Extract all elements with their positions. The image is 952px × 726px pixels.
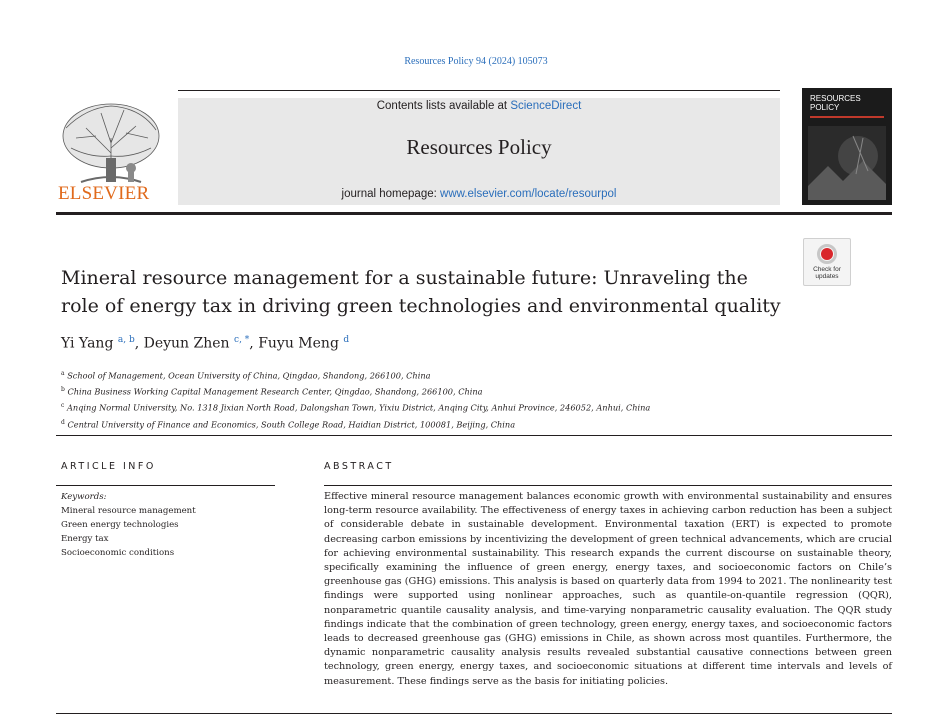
keyword-item: Mineral resource management: [61, 506, 196, 516]
author-name[interactable]: Fuyu Meng: [258, 335, 339, 352]
check-for-updates-button[interactable]: [803, 238, 851, 286]
affiliation-mark: c: [61, 402, 65, 410]
journal-cover-thumbnail[interactable]: [802, 88, 892, 205]
homepage-prefix: journal homepage:: [341, 188, 441, 200]
contents-availability: [178, 100, 780, 112]
cover-artwork-icon: [808, 126, 886, 200]
author-affiliation-mark[interactable]: d: [343, 335, 350, 345]
article-title: Mineral resource management for a sustainable future: Unraveling the role of energy tax in driving green technologies and environmental quality: [61, 267, 781, 317]
affiliation-mark: d: [61, 418, 65, 426]
cover-accent-strip: [810, 116, 884, 118]
sciencedirect-link[interactable]: ScienceDirect: [510, 100, 582, 112]
author-affiliation-mark[interactable]: a, b: [117, 335, 135, 345]
elsevier-logo-text: ELSEVIER: [58, 183, 150, 204]
keyword-list: [61, 504, 196, 560]
affiliation-mark: a: [61, 370, 65, 377]
author-name[interactable]: Yi Yang: [61, 335, 114, 352]
keywords-label: Keywords:: [61, 492, 107, 502]
affiliation-text: China Business Working Capital Management Research Center, Qingdao, Shandong, 266100, China: [67, 386, 483, 397]
section-separator: [56, 435, 892, 436]
author-separator: ,: [249, 335, 259, 352]
keyword-item: Energy tax: [61, 534, 109, 544]
keyword-item: Green energy technologies: [61, 520, 179, 530]
keyword-item: Socioeconomic conditions: [61, 548, 175, 558]
cover-title: [810, 94, 861, 112]
affiliation-mark: b: [61, 386, 65, 394]
check-bookmark-icon: [821, 248, 833, 260]
abstract-heading: ABSTRACT: [324, 461, 394, 472]
author-list: [61, 335, 349, 352]
author-affiliation-mark[interactable]: c, *: [234, 335, 250, 345]
affiliation-item: [61, 416, 650, 432]
affiliation-text: Anqing Normal University, No. 1318 Jixian North Road, Dalongshan Town, Yixiu District, Anqing City, Anhui Province, 246052, Anhui, China: [66, 403, 651, 414]
header-top-rule: [178, 90, 780, 91]
article-info-heading: ARTICLE INFO: [61, 461, 156, 472]
affiliation-item: [61, 399, 650, 415]
homepage-link[interactable]: www.elsevier.com/locate/resourpol: [440, 188, 617, 200]
abstract-text: Effective mineral resource management balances economic growth with environmental sustainability and ensures long-term resource availability. The effectiveness of energy taxes in achieving carbon reduction has been a subject of considerable debate in sustainable development. Environmental taxation (ERT) is expected to promote decreasing carbon emissions by incentivizing the development of green technical advancements, which are crucial for achieving environmental sustainability. This research expands the current discourse on sustainable theory, specifically examining the influence of green energy, energy taxes, and socioeconomic factors on Chile’s greenhouse gas (GHG) emissions. This analysis is based on quarterly data from 1994 to 2021. The nonlinearity test findings were supported using nonlinear approaches, such as quantile-on-quantile regression (QQR), nonparametric quantile causality analysis, and time-varying nonparametric causality evaluation. The QQR study findings indicate that the combination of green technology, green energy, energy taxes, and socioeconomic factors leads to decreased greenhouse gas (GHG) emissions in Chile, as shown across most quantiles. Furthermore, the dynamic nonparametric causality analysis results revealed substantial causative connections between green technology, green energy, energy taxes, and socioeconomic situations at different time intervals and levels of measurement. These findings serve as the basis for initiating policies.: [324, 491, 892, 687]
journal-homepage: [178, 188, 780, 200]
affiliation-list: [61, 367, 650, 432]
affiliation-item: [61, 367, 650, 383]
author-separator: ,: [134, 335, 144, 352]
article-info-rule: [56, 485, 275, 486]
check-label-line2: updates: [815, 273, 839, 280]
cover-title-line2: POLICY: [810, 103, 840, 112]
author-name[interactable]: Deyun Zhen: [143, 335, 230, 352]
affiliation-item: [61, 383, 650, 399]
journal-title: Resources Policy: [406, 135, 552, 159]
affiliation-text: School of Management, Ocean University of China, Qingdao, Shandong, 266100, China: [67, 370, 431, 381]
cover-title-line1: RESOURCES: [810, 94, 861, 103]
contents-prefix: Contents lists available at: [376, 100, 511, 112]
affiliation-text: Central University of Finance and Economics, South College Road, Haidian District, 100081, Beijing, China: [67, 419, 516, 430]
header-bottom-rule: [56, 212, 892, 215]
abstract-bottom-rule: [56, 713, 892, 714]
check-label-line1: Check for: [813, 266, 841, 273]
check-for-updates-label: [804, 266, 850, 280]
journal-citation[interactable]: Resources Policy 94 (2024) 105073: [404, 56, 548, 67]
abstract-rule: [324, 485, 892, 486]
